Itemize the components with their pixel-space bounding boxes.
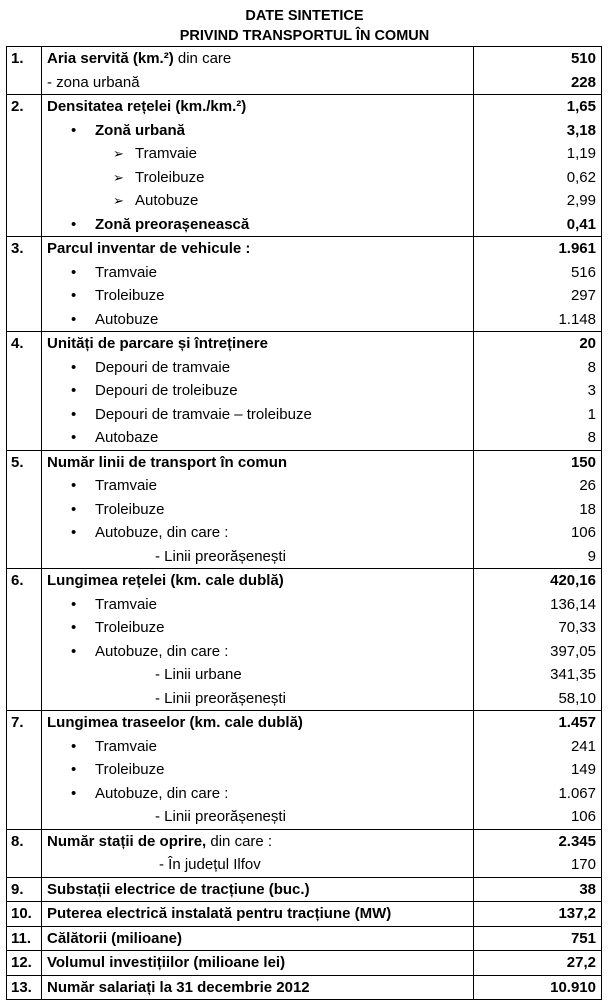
bullet-item-label: Tramvaie: [95, 737, 157, 755]
bullet-item: [47, 593, 473, 617]
bullet-item-label: Tramvaie: [95, 595, 157, 613]
row-heading-text: Unități de parcare și întreținere: [47, 335, 268, 352]
arrow-item: [47, 189, 473, 213]
value-cell: 510: [570, 50, 596, 67]
row-number: [7, 877, 42, 902]
row-heading-text: Număr stații de oprire,: [47, 832, 207, 850]
row-number-text: 8.: [11, 832, 24, 850]
table-row: [7, 332, 602, 451]
document-title: DATE SINTETICE: [245, 8, 364, 24]
row-number-text: 2.: [11, 98, 24, 115]
value-cell: 170: [570, 856, 596, 873]
row-values: [474, 237, 602, 332]
row-labels: [42, 829, 474, 877]
value-cell: 1.148: [558, 310, 596, 328]
row-heading: [47, 902, 473, 926]
table-row: [7, 237, 602, 332]
bullet-item: [47, 426, 473, 450]
value-cell: 149: [570, 761, 596, 778]
table-row: [7, 47, 602, 95]
arrow-bullet-icon: ➢: [113, 169, 124, 185]
row-labels: [42, 951, 474, 976]
arrow-bullet-icon: ➢: [113, 146, 124, 161]
bullet-item-label: Zonă preorașenească: [95, 215, 250, 233]
row-heading: [47, 711, 473, 735]
row-values: [474, 951, 602, 976]
row-heading: [47, 95, 473, 119]
row-heading-text: Substații electrice de tracțiune (buc.): [47, 880, 310, 898]
row-heading: [47, 47, 473, 71]
row-labels: [42, 711, 474, 830]
row-number: [7, 711, 42, 830]
row-heading-text: Călătorii (milioane): [47, 929, 183, 947]
value-cell: 8: [587, 429, 596, 446]
arrow-bullet-icon: ➢: [113, 193, 124, 208]
bullet-item-label: Tramvaie: [95, 263, 157, 281]
bullet-item: [47, 616, 473, 640]
row-values: [474, 332, 602, 451]
sub-item: - Linii preorășenești: [155, 808, 286, 825]
value-cell: 137,2: [558, 905, 596, 922]
row-labels: [42, 95, 474, 237]
table-row: [7, 926, 602, 951]
row-labels: [42, 975, 474, 1000]
bullet-item-label: Autobuze, din care :: [95, 642, 229, 660]
row-labels: [42, 877, 474, 902]
value-cell: 18: [579, 500, 596, 518]
row-heading: [47, 451, 473, 475]
row-heading-text: Număr linii de transport în comun: [47, 453, 288, 471]
value-cell: 2,99: [566, 192, 596, 209]
value-cell: 26: [579, 477, 596, 494]
row-number-text: 10.: [11, 905, 32, 922]
row-number: [7, 332, 42, 451]
value-cell: 297: [570, 287, 596, 304]
row-number-text: 1.: [11, 50, 24, 67]
arrow-item-label: Autobuze: [135, 192, 199, 209]
row-number: [7, 47, 42, 95]
row-values: [474, 975, 602, 1000]
value-cell: 1.961: [558, 240, 596, 257]
row-labels: [42, 47, 474, 95]
row-heading: [47, 878, 473, 902]
value-cell: 27,2: [566, 954, 596, 971]
table-row: [7, 975, 602, 1000]
row-values: [474, 47, 602, 95]
row-heading-suffix: din care: [173, 50, 232, 67]
row-number: [7, 829, 42, 877]
row-values: [474, 926, 602, 951]
value-cell: 150: [570, 453, 596, 471]
bullet-item: [47, 308, 473, 332]
bullet-item: [47, 498, 473, 522]
row-heading-text: Puterea electrică instalată pentru tracțiune (MW): [47, 905, 392, 922]
value-cell: 58,10: [558, 689, 596, 707]
row-heading-text: Parcul inventar de vehicule :: [47, 240, 251, 257]
value-cell: 1.457: [558, 714, 596, 731]
bullet-item-label: Troleibuze: [95, 619, 165, 636]
row-heading: [47, 976, 473, 1000]
sub-item: - Linii urbane: [155, 666, 242, 683]
row-values: [474, 569, 602, 711]
bullet-item: [47, 213, 473, 237]
row-heading: [47, 951, 473, 975]
row-number-text: 3.: [11, 240, 24, 257]
row-heading-text: Aria servită (km.²): [47, 50, 174, 67]
bullet-item-label: Autobuze: [95, 310, 159, 328]
table-row: [7, 450, 602, 569]
bullet-item: [47, 758, 473, 782]
value-cell: 20: [579, 335, 596, 352]
sub-item: - Linii preorășenești: [155, 689, 286, 707]
value-cell: 3: [587, 382, 596, 399]
row-labels: [42, 902, 474, 927]
arrow-item-label: Troleibuze: [135, 168, 205, 186]
row-number-text: 4.: [11, 335, 24, 352]
row-number: [7, 237, 42, 332]
bullet-item-label: Autobuze, din care :: [95, 524, 229, 541]
bullet-item-label: Troleibuze: [95, 287, 165, 304]
data-table: [6, 46, 602, 1000]
data-table-body: [7, 47, 602, 1000]
arrow-item-label: Tramvaie: [135, 145, 197, 162]
bullet-item-label: Tramvaie: [95, 477, 157, 494]
row-values: [474, 877, 602, 902]
value-cell: 228: [570, 73, 596, 91]
value-cell: 106: [570, 524, 596, 541]
row-heading: [47, 927, 473, 951]
table-row: [7, 95, 602, 237]
bullet-item-label: Depouri de troleibuze: [95, 382, 238, 399]
row-values: [474, 450, 602, 569]
arrow-item: [47, 166, 473, 190]
row-heading-text: Lungimea rețelei (km. cale dublă): [47, 572, 284, 589]
row-number-text: 7.: [11, 714, 24, 731]
value-cell: 38: [579, 880, 596, 898]
row-heading: [47, 332, 473, 356]
value-cell: 1: [587, 405, 596, 423]
sub-item: - Linii preorășenești: [155, 547, 286, 565]
bullet-item-label: Troleibuze: [95, 500, 165, 518]
value-cell: 10.910: [550, 978, 596, 996]
value-cell: 1,65: [566, 98, 596, 115]
bullet-item: [47, 640, 473, 664]
row-values: [474, 829, 602, 877]
row-heading: [47, 237, 473, 261]
row-labels: [42, 332, 474, 451]
row-number-text: 11.: [11, 929, 32, 947]
row-number: [7, 951, 42, 976]
value-cell: 106: [570, 808, 596, 825]
row-heading-text: Lungimea traseelor (km. cale dublă): [47, 714, 303, 731]
table-row: [7, 877, 602, 902]
bullet-item: [47, 356, 473, 380]
row-labels: [42, 237, 474, 332]
bullet-item-label: Depouri de tramvaie – troleibuze: [95, 405, 312, 423]
row-number-text: 5.: [11, 453, 24, 471]
value-cell: 516: [570, 263, 596, 281]
row-number: [7, 450, 42, 569]
value-cell: 420,16: [550, 572, 596, 589]
row-number-text: 13.: [11, 978, 32, 996]
row-values: [474, 95, 602, 237]
row-number: [7, 95, 42, 237]
bullet-item-label: Zonă urbană: [95, 121, 186, 139]
row-heading-suffix: din care :: [206, 832, 273, 850]
row-heading: [47, 830, 473, 854]
row-labels: [42, 926, 474, 951]
row-heading-text: Densitatea rețelei (km./km.²): [47, 98, 247, 115]
row-number: [7, 902, 42, 927]
value-cell: 241: [570, 737, 596, 755]
bullet-item: [47, 521, 473, 545]
arrow-item: [47, 142, 473, 166]
row-number-text: 6.: [11, 572, 24, 589]
table-row: [7, 951, 602, 976]
bullet-item-label: Depouri de tramvaie: [95, 358, 231, 376]
bullet-item-label: Autobaze: [95, 429, 159, 446]
value-cell: 8: [587, 358, 596, 376]
row-values: [474, 902, 602, 927]
row-number: [7, 926, 42, 951]
bullet-item: [47, 474, 473, 498]
sub-item: - În județul Ilfov: [159, 856, 261, 873]
value-cell: 9: [587, 547, 596, 565]
value-cell: 1.067: [558, 784, 596, 802]
bullet-item: [47, 379, 473, 403]
value-cell: 136,14: [550, 595, 596, 613]
sub-item: - zona urbană: [47, 73, 140, 91]
value-cell: 751: [570, 929, 596, 947]
bullet-item: [47, 119, 473, 143]
value-cell: 70,33: [558, 619, 596, 636]
row-number-text: 12.: [11, 954, 32, 971]
table-row: [7, 711, 602, 830]
bullet-item: [47, 284, 473, 308]
document-subtitle: PRIVIND TRANSPORTUL ÎN COMUN: [179, 28, 430, 44]
bullet-item: [47, 261, 473, 285]
value-cell: 397,05: [550, 642, 596, 660]
value-cell: 0,62: [566, 168, 596, 186]
row-number: [7, 975, 42, 1000]
bullet-item: [47, 782, 473, 806]
bullet-item-label: Troleibuze: [95, 761, 165, 778]
value-cell: 2.345: [558, 832, 596, 850]
bullet-item-label: Autobuze, din care :: [95, 784, 229, 802]
row-labels: [42, 569, 474, 711]
row-heading: [47, 569, 473, 593]
bullet-item: [47, 735, 473, 759]
table-row: [7, 569, 602, 711]
value-cell: 0,41: [566, 215, 596, 233]
row-number: [7, 569, 42, 711]
value-cell: 341,35: [550, 666, 596, 683]
value-cell: 3,18: [566, 121, 596, 139]
bullet-item: [47, 403, 473, 427]
table-row: [7, 902, 602, 927]
row-labels: [42, 450, 474, 569]
row-heading-text: Număr salariați la 31 decembrie 2012: [47, 978, 310, 996]
value-cell: 1,19: [566, 145, 596, 162]
row-values: [474, 711, 602, 830]
row-heading-text: Volumul investițiilor (milioane lei): [47, 954, 286, 971]
row-number-text: 9.: [11, 880, 24, 898]
table-row: [7, 829, 602, 877]
